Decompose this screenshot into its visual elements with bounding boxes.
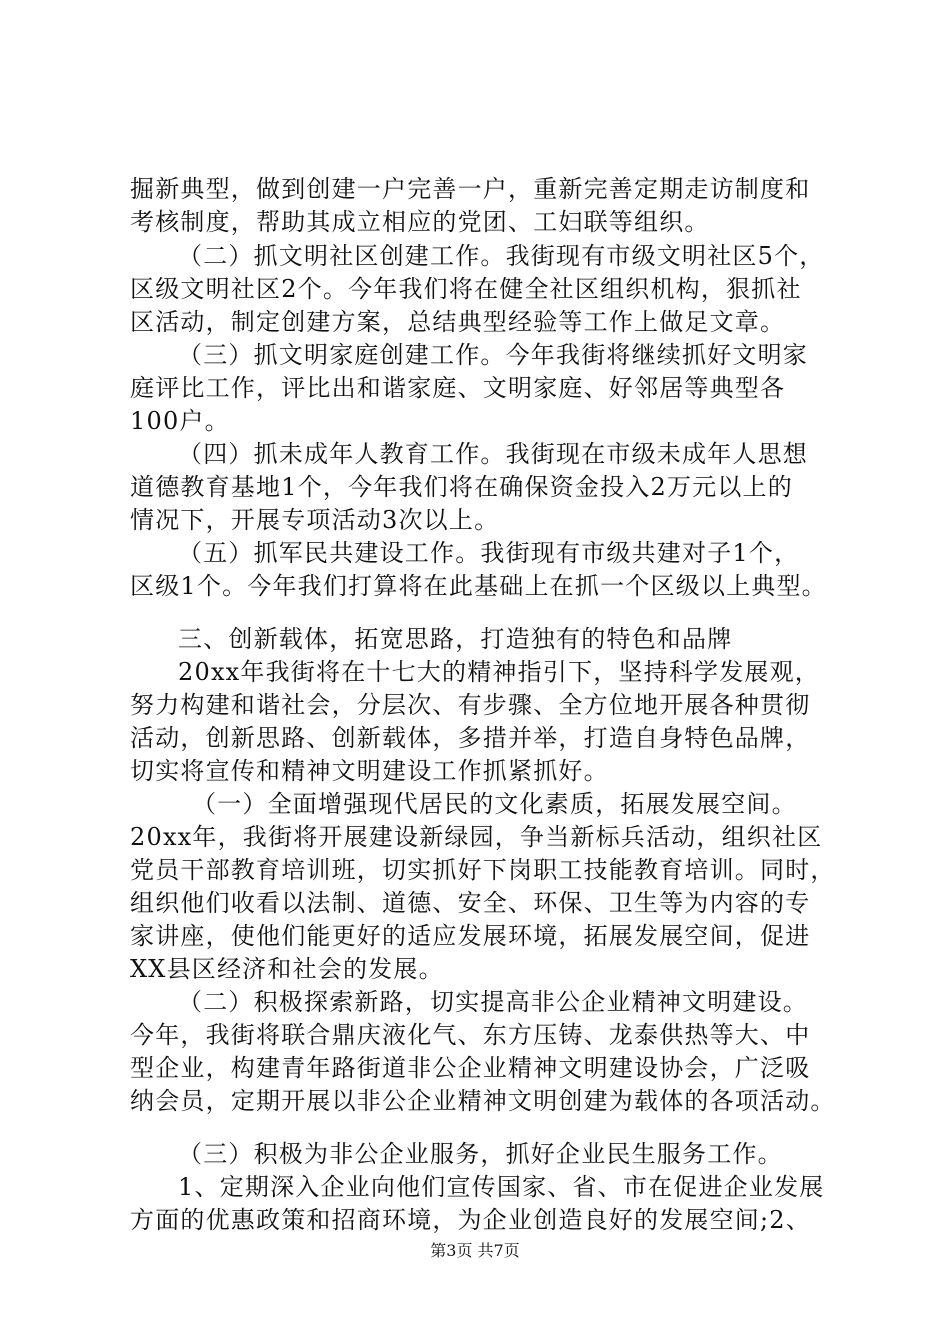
text-line: 型企业，构建青年路街道非公企业精神文明建设协会，广泛吸 — [130, 1054, 811, 1082]
page-number-footer: 第3页 共7页 — [430, 1241, 520, 1260]
text-line: 考核制度，帮助其成立相应的党团、工妇联等组织。 — [130, 208, 710, 236]
text-line: （五）抓军民共建设工作。我街现有市级共建对子1个， — [178, 539, 800, 567]
text-line: （四）抓未成年人教育工作。我街现在市级未成年人思想 — [178, 440, 808, 468]
text-line: XX县区经济和社会的发展。 — [130, 955, 444, 983]
text-line: （二）抓文明社区创建工作。我街现有市级文明社区5个， — [178, 242, 825, 270]
text-line: （三）抓文明家庭创建工作。今年我街将继续抓好文明家 — [178, 341, 808, 369]
text-line: 20xx年，我街将开展建设新绿园，争当新标兵活动，组织社区 — [130, 823, 823, 851]
section-heading: 三、创新载体，拓宽思路，打造独有的特色和品牌 — [178, 625, 733, 653]
text-line: 党员干部教育培训班，切实抓好下岗职工技能教育培训。同时， — [130, 856, 836, 884]
text-line: 道德教育基地1个，今年我们将在确保资金投入2万元以上的 — [130, 473, 793, 501]
text-line: 切实将宣传和精神文明建设工作抓紧抓好。 — [130, 757, 609, 785]
text-line: 情况下，开展专项活动3次以上。 — [130, 506, 500, 534]
text-line: 庭评比工作，评比出和谐家庭、文明家庭、好邻居等典型各 — [130, 374, 786, 402]
text-line: 组织他们收看以法制、道德、安全、环保、卫生等为内容的专 — [130, 889, 811, 917]
text-line: 掘新典型，做到创建一户完善一户，重新完善定期走访制度和 — [130, 175, 811, 203]
text-line: 纳会员，定期开展以非公企业精神文明创建为载体的各项活动。 — [130, 1087, 836, 1115]
text-line: 方面的优惠政策和招商环境，为企业创造良好的发展空间;2、 — [130, 1206, 811, 1234]
text-line: 区级1个。今年我们打算将在此基础上在抓一个区级以上典型。 — [130, 572, 827, 600]
text-line: （二）积极探索新路，切实提高非公企业精神文明建设。 — [178, 988, 808, 1016]
text-line: 1、定期深入企业向他们宣传国家、省、市在促进企业发展 — [178, 1173, 825, 1201]
text-line: 区级文明社区2个。今年我们将在健全社区组织机构，狠抓社 — [130, 275, 802, 303]
text-line: （一）全面增强现代居民的文化素质，拓展发展空间。 — [192, 790, 797, 818]
text-line: 今年，我街将联合鼎庆液化气、东方压铸、龙泰供热等大、中 — [130, 1021, 811, 1049]
text-line: 20xx年我街将在十七大的精神指引下，坚持科学发展观， — [178, 658, 821, 686]
text-line: 努力构建和谐社会，分层次、有步骤、全方位地开展各种贯彻 — [130, 691, 811, 719]
text-line: 区活动，制定创建方案，总结典型经验等工作上做足文章。 — [130, 308, 786, 336]
text-line: 活动，创新思路、创新载体，多措并举，打造自身特色品牌， — [130, 724, 811, 752]
text-line: （三）积极为非公企业服务，抓好企业民生服务工作。 — [178, 1140, 783, 1168]
text-line: 100户。 — [130, 407, 230, 435]
text-line: 家讲座，使他们能更好的适应发展环境，拓展发展空间，促进 — [130, 922, 811, 950]
